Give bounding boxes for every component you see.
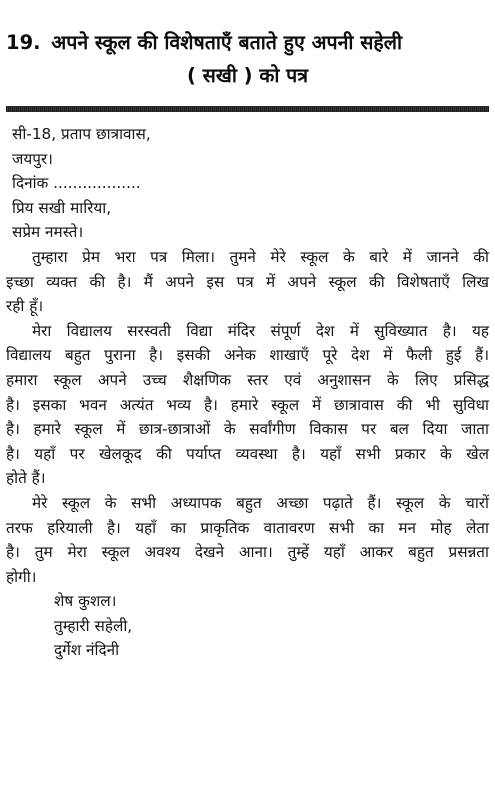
letter-title xyxy=(6,26,489,92)
page xyxy=(0,26,495,794)
paragraph-2 xyxy=(6,319,489,491)
paragraph-line: मेरा विद्यालय सरस्वती विद्या मंदिर संपूर्ण देश में सुविख्यात है। यह xyxy=(32,321,489,340)
paragraph-line: रही हूँ। xyxy=(6,297,44,316)
paragraph-3 xyxy=(6,491,489,589)
letter-body xyxy=(6,122,489,663)
salutation: प्रिय सखी मारिया, xyxy=(12,198,112,217)
paragraph-1 xyxy=(6,245,489,319)
address-line-2: जयपुर। xyxy=(12,149,53,168)
paragraph-line: तुम्हारा प्रेम भरा पत्र मिला। तुमने मेरे स्कूल के बारे में जानने की xyxy=(32,247,489,266)
paragraph-line: है। यहाँ पर खेलकूद की पर्याप्त व्यवस्था है। यहाँ सभी प्रकार के खेल xyxy=(6,444,489,463)
paragraph-line: हमारा स्कूल अपने उच्च शैक्षणिक स्तर एवं अनुशासन के लिए प्रसिद्ध xyxy=(6,370,489,389)
paragraph-line: विद्यालय बहुत पुराना है। इसकी अनेक शाखाएँ पूरे देश में फैली हुई हैं। xyxy=(6,346,489,365)
paragraph-line: मेरे स्कूल के सभी अध्यापक बहुत अच्छा पढ़ाते हैं। स्कूल के चारों xyxy=(32,493,489,512)
question-number: 19. xyxy=(6,31,41,54)
address-line-1: सी-18, प्रताप छात्रावास, xyxy=(12,125,151,143)
title-line-2: ( सखी ) को पत्र xyxy=(186,64,309,87)
date-line: दिनांक .................. xyxy=(12,174,141,193)
paragraph-line: होते हैं। xyxy=(6,469,46,488)
signature: दुर्गेश नंदिनी xyxy=(54,641,120,660)
closing-relation: तुम्हारी सहेली, xyxy=(54,616,133,635)
paragraph-line: तरफ हरियाली है। यहाँ का प्राकृतिक वातावरण सभी का मन मोह लेता xyxy=(6,518,489,537)
paragraph-line: इच्छा व्यक्त की है। मैं अपने इस पत्र में अपने स्कूल की विशेषताएँ लिख xyxy=(6,272,489,291)
greeting: सप्रेम नमस्ते। xyxy=(12,223,84,242)
paragraph-line: है। हमारे स्कूल में छात्र-छात्राओं के सर्वांगीण विकास पर बल दिया जाता xyxy=(6,420,489,439)
title-line-1 xyxy=(6,26,489,59)
paragraph-line: है। तुम मेरा स्कूल अवश्य देखने आना। तुम्हें यहाँ आकर बहुत प्रसन्नता xyxy=(6,543,489,562)
paragraph-line: होगी। xyxy=(6,567,37,586)
title-divider xyxy=(6,106,489,112)
paragraph-line: है। इसका भवन अत्यंत भव्य है। हमारे स्कूल में छात्रावास की भी सुविधा xyxy=(6,395,489,414)
title-text-1: अपने स्कूल की विशेषताएँ बताते हुए अपनी सहेली xyxy=(51,31,403,54)
closing-line: शेष कुशल। xyxy=(54,592,117,611)
